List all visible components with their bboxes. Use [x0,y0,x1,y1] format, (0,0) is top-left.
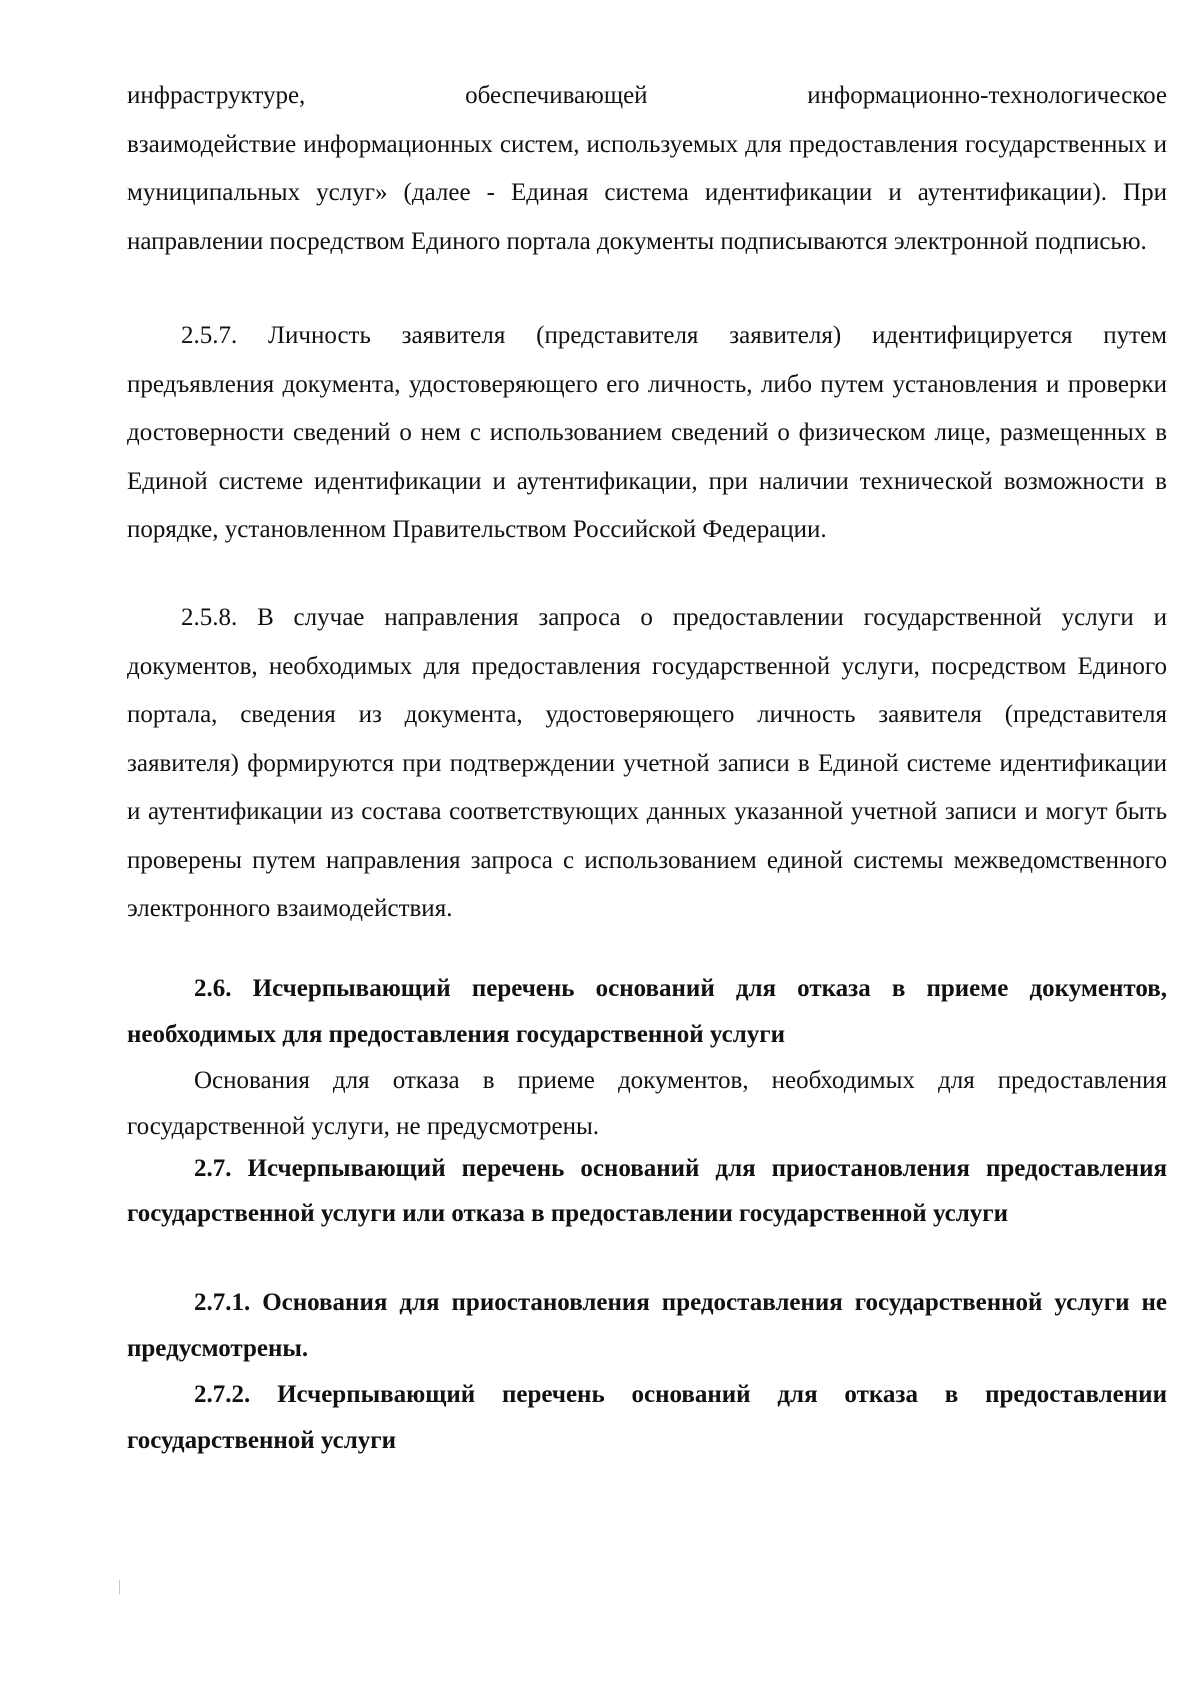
paragraph-continuation-first-line [127,72,1167,121]
heading-2-7-2: 2.7.2. Исчерпывающий перечень оснований для отказа в предоставлении государственной услуги [127,1381,1167,1454]
scan-margin-mark [119,1580,120,1594]
paragraph-2-6: Основания для отказа в приеме документов, необходимых для предоставления государственной услуги, не предусмотрены. [127,1067,1167,1140]
paragraph-continuation [127,72,1167,266]
heading-2-7: 2.7. Исчерпывающий перечень оснований для приостановления предоставления государственной услуги или отказа в предоставлении государственной услуги [127,1155,1167,1227]
paragraph-2-5-8: 2.5.8. В случае направления запроса о предоставлении государственной услуги и документов, необходимых для предоставления государственной услуги, посредством Единого портала, сведения из документа, удостоверяющего личность заявителя (представителя заявителя) формируются при подтверждении учетной записи в Единой системе идентификации и аутентификации из состава соответствующих данных указанной учетной записи и могут быть проверены путем направления запроса с использованием единой системы межведомственного электронного взаимодействия. [127,604,1167,922]
heading-2-6: 2.6. Исчерпывающий перечень оснований для отказа в приеме документов, необходимых для предоставления государственной услуги [127,975,1167,1048]
word-info-tech: информационно-технологическое [807,82,1167,109]
word-infrastructure: инфраструктуре, [127,82,306,109]
heading-2-7-1: 2.7.1. Основания для приостановления предоставления государственной услуги не предусмотрены. [127,1289,1167,1362]
paragraph-continuation-rest: взаимодействие информационных систем, используемых для предоставления государственных и муниципальных услуг» (далее - Единая система идентификации и аутентификации). При направлении посредством Единого портала документы подписываются электронной подписью. [127,130,1167,255]
word-providing: обеспечивающей [465,82,648,109]
paragraph-2-5-7: 2.5.7. Личность заявителя (представителя заявителя) идентифицируется путем предъявления документа, удостоверяющего его личность, либо путем установления и проверки достоверности сведений о нем с использованием сведений о физическом лице, размещенных в Единой системе идентификации и аутентификации, при наличии технической возможности в порядке, установленном Правительством Российской Федерации. [127,322,1167,543]
